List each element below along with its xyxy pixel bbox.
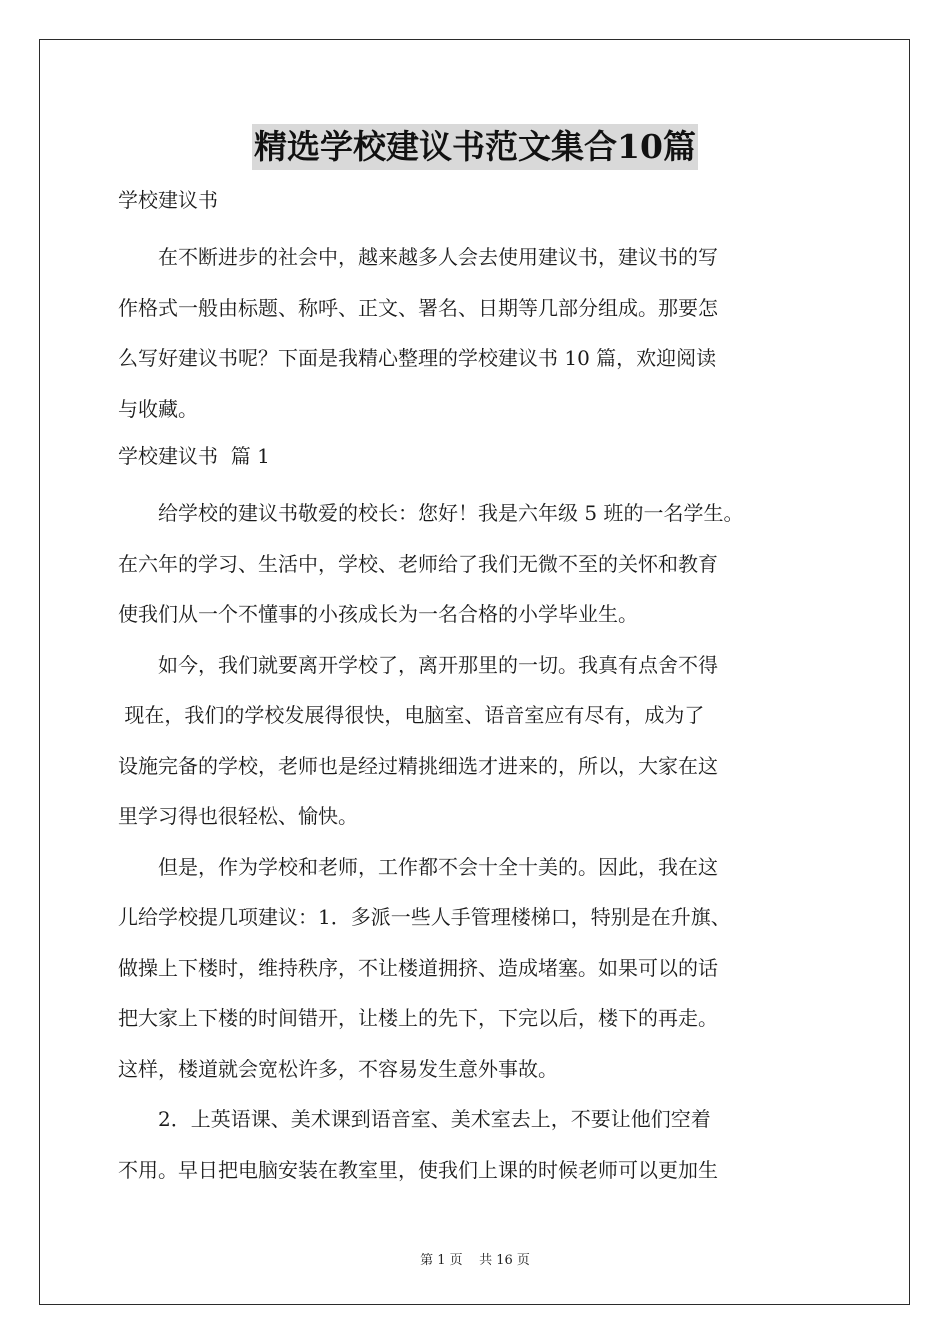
text-line: 做操上下楼时，维持秩序，不让楼道拥挤、造成堵塞。如果可以的话 [118,955,718,980]
document-title: 精选学校建议书范文集合10篇 [252,124,698,170]
text-line: 作格式一般由标题、称呼、正文、署名、日期等几部分组成。那要怎 [118,295,718,320]
page-number-footer: 第 1 页 共 16 页 [420,1253,530,1268]
heading-intro: 学校建议书 [118,188,218,212]
text-line: 给学校的建议书敬爱的校长：您好！我是六年级 5 班的一名学生。 [118,501,744,525]
text-line: 在六年的学习、生活中，学校、老师给了我们无微不至的关怀和教育 [118,551,718,576]
heading-section-1: 学校建议书 篇 1 [118,444,270,468]
text-line: 设施完备的学校，老师也是经过精挑细选才进来的，所以，大家在这 [118,753,718,778]
document-body [118,182,838,1195]
text-line: 现在，我们的学校发展得很快，电脑室、语音室应有尽有，成为了 [118,703,705,727]
intro-paragraph [118,232,838,434]
text-line: 但是，作为学校和老师，工作都不会十全十美的。因此，我在这 [118,854,718,879]
section-1-body [118,488,838,1195]
title-container [0,124,950,170]
text-line: 儿给学校提几项建议：1．多派一些人手管理楼梯口，特别是在升旗、 [118,905,731,929]
text-line: 把大家上下楼的时间错开，让楼上的先下，下完以后，楼下的再走。 [118,1006,718,1030]
text-line: 么写好建议书呢？下面是我精心整理的学校建议书 10 篇，欢迎阅读 [118,346,717,370]
text-line: 在不断进步的社会中，越来越多人会去使用建议书，建议书的写 [118,245,718,269]
text-line: 使我们从一个不懂事的小孩成长为一名合格的小学毕业生。 [118,602,638,626]
text-line: 2．上英语课、美术课到语音室、美术室去上，不要让他们空着 [118,1107,711,1131]
text-line: 这样，楼道就会宽松许多，不容易发生意外事故。 [118,1056,558,1081]
text-line: 如今，我们就要离开学校了，离开那里的一切。我真有点舍不得 [118,652,718,677]
text-line: 里学习得也很轻松、愉快。 [118,804,358,828]
text-line: 不用。早日把电脑安装在教室里，使我们上课的时候老师可以更加生 [118,1157,718,1182]
text-line: 与收藏。 [118,396,198,421]
